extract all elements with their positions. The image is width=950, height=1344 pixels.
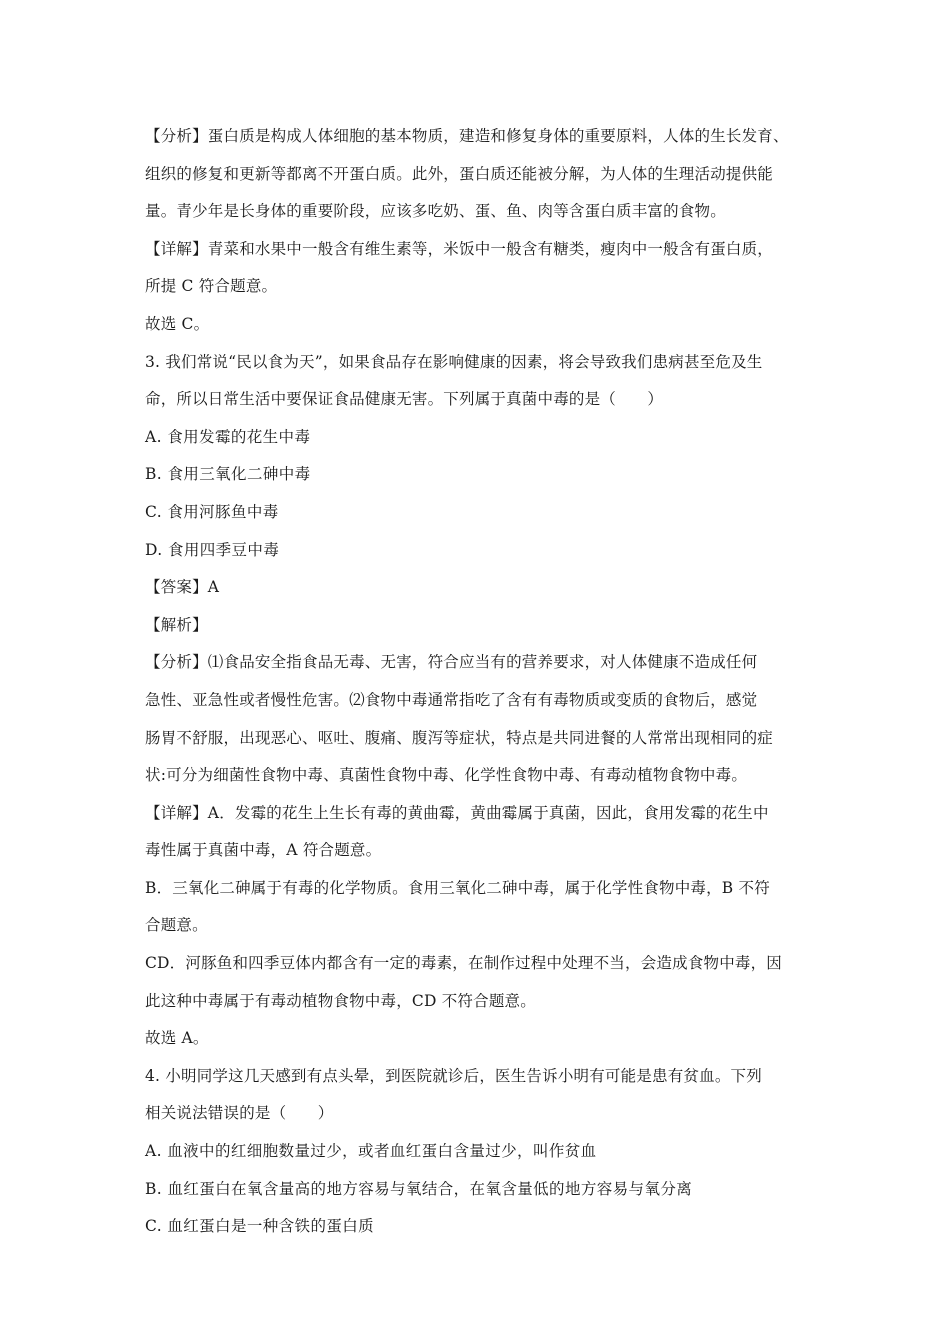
question-3-option-c: C. 食用河豚鱼中毒: [145, 502, 279, 521]
analysis-label: 【解析】: [145, 615, 208, 634]
question-4-stem: 4. 小明同学这几天感到有点头晕，到医院就诊后，医生告诉小明有可能是患有贫血。下列: [145, 1066, 762, 1085]
text-line: 状:可分为细菌性食物中毒、真菌性食物中毒、化学性食物中毒、有毒动植物食物中毒。: [145, 766, 748, 785]
text-line: 合题意。: [145, 916, 208, 935]
question-3-stem: 命，所以日常生活中要保证食品健康无害。下列属于真菌中毒的是（ ）: [145, 390, 664, 409]
text-line: 【分析】⑴食品安全指食品无毒、无害，符合应当有的营养要求，对人体健康不造成任何: [145, 653, 758, 672]
question-3-stem: 3. 我们常说“民以食为天”，如果食品存在影响健康的因素，将会导致我们患病甚至危及生: [145, 352, 763, 371]
text-line: 【详解】A．发霉的花生上生长有毒的黄曲霉，黄曲霉属于真菌，因此，食用发霉的花生中: [145, 803, 769, 822]
question-4-option-a: A. 血液中的红细胞数量过少，或者血红蛋白含量过少，叫作贫血: [145, 1142, 597, 1161]
text-line: 肠胃不舒服，出现恶心、呕吐、腹痛、腹泻等症状，特点是共同进餐的人常常出现相同的症: [145, 728, 774, 747]
answer-label: 【答案】A: [145, 578, 220, 597]
text-line: B．三氧化二砷属于有毒的化学物质。食用三氧化二砷中毒，属于化学性食物中毒，B 不符: [145, 878, 770, 897]
text-line: 所提 C 符合题意。: [145, 277, 278, 296]
text-line: CD．河豚鱼和四季豆体内都含有一定的毒素，在制作过程中处理不当，会造成食物中毒，因: [145, 954, 782, 973]
text-line: 【详解】青菜和水果中一般含有维生素等，米饭中一般含有糖类，瘦肉中一般含有蛋白质，: [145, 239, 774, 258]
text-line: 量。青少年是长身体的重要阶段，应该多吃奶、蛋、鱼、肉等含蛋白质丰富的食物。: [145, 202, 726, 221]
question-3-option-b: B. 食用三氧化二砷中毒: [145, 465, 311, 484]
text-line: 急性、亚急性或者慢性危害。⑵食物中毒通常指吃了含有有毒物质或变质的食物后，感觉: [145, 690, 758, 709]
text-line: 故选 A。: [145, 1029, 209, 1048]
text-line: 组织的修复和更新等都离不开蛋白质。此外，蛋白质还能被分解，为人体的生理活动提供能: [145, 164, 774, 183]
question-3-option-a: A. 食用发霉的花生中毒: [145, 427, 311, 446]
document-body: [145, 118, 817, 1246]
text-line: 【分析】蛋白质是构成人体细胞的基本物质，建造和修复身体的重要原料，人体的生长发育、: [145, 127, 789, 145]
question-3-option-d: D. 食用四季豆中毒: [145, 540, 280, 559]
question-4-stem: 相关说法错误的是（ ）: [145, 1104, 334, 1123]
text-line: 故选 C。: [145, 314, 210, 333]
question-4-option-b: B. 血红蛋白在氧含量高的地方容易与氧结合，在氧含量低的地方容易与氧分离: [145, 1179, 693, 1198]
text-line: 此这种中毒属于有毒动植物食物中毒，CD 不符合题意。: [145, 991, 536, 1010]
text-line: 毒性属于真菌中毒，A 符合题意。: [145, 841, 382, 860]
question-4-option-c: C. 血红蛋白是一种含铁的蛋白质: [145, 1217, 375, 1236]
